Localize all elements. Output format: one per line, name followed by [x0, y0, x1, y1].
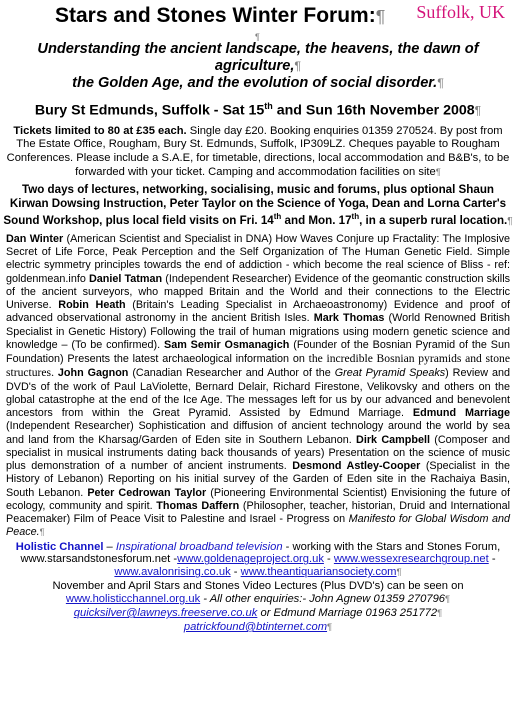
speaker-name: Mark Thomas	[313, 312, 385, 325]
email-line: quicksilver@lawneys.freeserve.co.uk or Edmund Marriage 01963 251772¶	[73, 607, 443, 620]
speaker-description: (Independent Researcher) Sophistication and diffusion of ancient technology around the world by sea and land from the Kharsag/Garden of Eden site in Southern Lebanon.	[6, 420, 510, 446]
subtitle-line-2: agriculture,¶	[214, 58, 302, 74]
speaker-description: (World Renowned British Specialist in Genetic History) Following the trail of human migrations using modern genetic science and knowledge – (To be confirmed).	[6, 312, 510, 351]
channel-name: Holistic Channel	[15, 540, 104, 553]
footer-contacts	[3, 541, 513, 635]
speaker-list: Dan Winter (American Scientist and Specialist in DNA) How Waves Conjure up Fractality: The Implosive Secret of Life Force, Peak Perception and the Self Organization of The Human Genetic Field. Simple electric symmetry principles towards the end of addiction - which become the real science of Bliss - ref: goldenmean.info Daniel Tatman (Independent Researcher) Evidence of the geomantic construction skills of the ancient surveyors, who mapped Britain and the World and their connections to the Electric Universe. Robin Heath (Britain's Leading Specialist in Archaeoastronomy) Evidence and proof of advanced observational astronomy in the ancient British Isles. Mark Thomas (World Renowned British Specialist in Genetic History) Following the trail of human migrations using modern genetic science and knowledge – (To be confirmed). Sam Semir Osmanagich (Founder of the Bosnian Pyramid of the Sun Foundation) Presents the latest archaeological information on the incredible Bosnian pyramids and stone structures. John Gagnon (Canadian Researcher and Author of the Great Pyramid Speaks) Review and DVD's of the work of Paul LaViolette, Bernard Delair, Richard Firestone, Velikovsky and others on the global catastrophe at the end of the Ice Age. The messages left for us by our advanced and benevolent ancestors from within the Great Pyramid. Assisted by Edmund Marriage. Edmund Marriage (Independent Researcher) Sophistication and diffusion of ancient technology around the world by sea and land from the Kharsag/Garden of Eden site in Southern Lebanon. Dirk Campbell (Composer and specialist in musical instruments dating back thousands of years) Presentation on the science of music plus demonstration of a number of ancient instruments. Desmond Astley-Cooper (Specialist in the History of Lebanon) Reporting on his initial survey of the Garden of Eden site in the Rachaiya Basin, South Lebanon. Peter Cedrowan Taylor (Pioneering Environmental Scientist) Envisioning the future of ecology, community and spirit. Thomas Daffern (Philosopher, teacher, historian, Druid and International Peacemaker) Film of Peace Visit to Palestine and Israel - Progress on Manifesto for Global Wisdom and Peace.¶	[6, 232, 511, 539]
ticket-info: Tickets limited to 80 at £35 each. Single day £20. Booking enquiries 01359 270524. By post from The Estate Office, Rougham, Bury St. Edmunds, Suffolk, IP309LZ. Cheques payable to Rougham Conferences. Please include a S.A.E, for timetable, directions, local accommodation and B&B's, to be forwarded with your ticket. Camping and accommodation facilities on site¶	[6, 124, 510, 178]
enquiries-line: www.holisticchannel.org.uk - All other enquiries:- John Agnew 01359 270796¶	[65, 593, 451, 606]
email-line-2: patrickfound@btinternet.com¶	[183, 620, 333, 633]
speaker-description: (Specialist in the History of Lebanon) Reporting on his initial survey of the Garden of Eden site in the Rachaiya Basin, South Lebanon.	[6, 460, 510, 499]
page-subtitle	[3, 41, 513, 92]
speaker-description: (Independent Researcher) Evidence of the geomantic construction skills of the ancient surveyors, who mapped Britain and the World and their connections to the Electric Universe.	[6, 272, 510, 311]
speaker-description: (Composer and specialist in musical instruments dating back thousands of years) Presentation on the science of music plus demonstration of a number of ancient instruments.	[6, 433, 510, 472]
speaker-name: Dan Winter	[6, 232, 64, 245]
video-line: November and April Stars and Stones Video Lectures (Plus DVD's) can be seen on	[52, 580, 464, 593]
link-wessexresearchgroup[interactable]: www.wessexresearchgroup.net	[333, 553, 489, 566]
link-holisticchannel[interactable]: www.holisticchannel.org.uk	[65, 593, 201, 606]
subtitle-line-1: Understanding the ancient landscape, the heavens, the dawn of	[37, 41, 479, 57]
speaker-description: (Founder of the Bosnian Pyramid of the Sun Foundation) Presents the latest archaeological information on	[6, 338, 510, 365]
email-patrickfound[interactable]: patrickfound@btinternet.com	[183, 620, 328, 633]
speaker-name: Robin Heath	[58, 299, 126, 311]
email-quicksilver[interactable]: quicksilver@lawneys.freeserve.co.uk	[73, 607, 258, 620]
speaker-name: Sam Semir Osmanagich	[164, 338, 290, 351]
speaker-description: (Pioneering Environmental Scientist) Envisioning the future of ecology, community and spirit.	[6, 486, 510, 512]
link-antiquariansociety[interactable]: www.theantiquariansociety.com	[240, 566, 397, 579]
speaker-name: Thomas Daffern	[156, 499, 240, 512]
speaker-name: Dirk Campbell	[356, 433, 430, 446]
speaker-description: (Canadian Researcher and Author of the	[128, 367, 335, 380]
speaker-name: Daniel Tatman	[88, 272, 163, 285]
speaker-name: Peter Cedrowan Taylor	[87, 486, 207, 499]
channel-line: Holistic Channel – Inspirational broadband television - working with the Stars and Stones Forum, www.starsandstonesforum.net -www.goldenageproject.org.uk - www.wessexresearchgroup.net -www.avalonrising.co.uk - www.theantiquariansociety.com¶	[15, 540, 501, 579]
title-row	[3, 0, 513, 30]
location-tag: Suffolk, UK	[416, 2, 505, 22]
ticket-price: Tickets limited to 80 at £35 each.	[13, 124, 187, 137]
link-avalonrising[interactable]: www.avalonrising.co.uk	[114, 566, 231, 579]
document-page	[3, 0, 513, 635]
speaker-description-serif: the incredible Bosnian pyramids and stone structures.	[6, 352, 510, 380]
speaker-name: Edmund Marriage	[412, 407, 510, 419]
link-goldenageproject[interactable]: www.goldenageproject.org.uk	[177, 553, 324, 566]
channel-tagline: Inspirational broadband television	[115, 540, 283, 553]
page-title: Stars and Stones Winter Forum:¶	[55, 4, 386, 27]
programme-summary: Two days of lectures, networking, socialising, music and forums, plus optional Shaun Kirwan Dowsing Instruction, Peter Taylor on the Science of Yoga, Dean and Lorna Carter's Sound Workshop, plus local field visits on Fri. 14th and Mon. 17th, in a superb rural location.¶	[3, 183, 513, 228]
pilcrow-mark: ¶	[255, 32, 260, 42]
manifesto-title: Manifesto for Global Wisdom and Peace.	[6, 513, 511, 539]
speaker-description: (Britain's Leading Specialist in Archaeoastronomy) Evidence and proof of advanced observational astronomy in the ancient British Isles.	[6, 299, 510, 325]
speaker-name: John Gagnon	[57, 367, 129, 380]
speaker-description: (American Scientist and Specialist in DNA) How Waves Conjure up Fractality: The Implosive Secret of Life Force, Peak Perception and the Self Organization of The Human Genetic Field. Simple electric symmetry principles towards the end of addiction - which become the real science of Bliss - ref: goldenmean.info	[6, 232, 510, 285]
subtitle-line-3: the Golden Age, and the evolution of social disorder.¶	[72, 75, 444, 91]
speaker-description: (Philosopher, teacher, historian, Druid and International Peacemaker) Film of Peace Visit to Palestine and Israel - Progress on	[6, 499, 510, 525]
event-dates: Bury St Edmunds, Suffolk - Sat 15th and Sun 16th November 2008¶	[34, 101, 482, 119]
book-title: Great Pyramid Speaks	[334, 367, 446, 380]
speaker-name: Desmond Astley-Cooper	[292, 460, 421, 472]
